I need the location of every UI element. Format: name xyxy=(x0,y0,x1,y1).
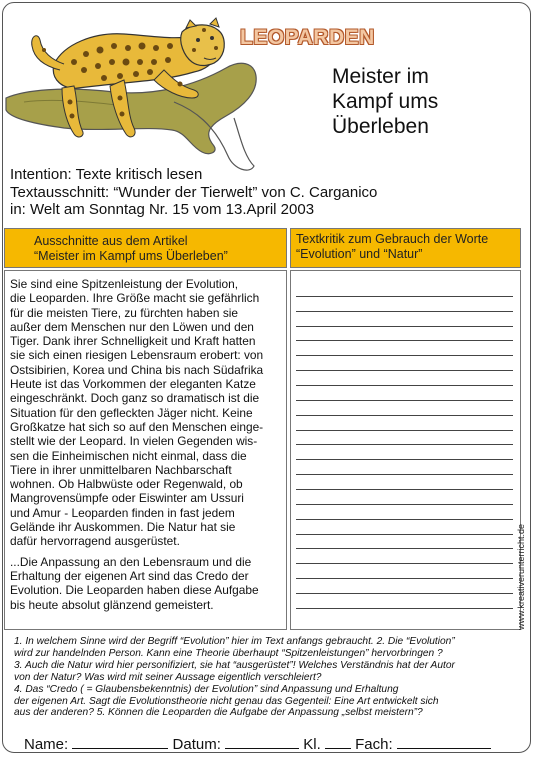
article-line: Tiger. Dank ihrer Schnelligkeit und Kraft hatten xyxy=(10,334,256,349)
writing-line[interactable] xyxy=(296,505,513,520)
article-line: Tiere in ihrer unmittelbaren Nachbarschaft xyxy=(10,462,232,477)
subtitle-line: Überleben xyxy=(332,115,429,138)
question-line: 3. Auch die Natur wird hier personifiziert, sie hat “ausgerüstet”! Welches Verständnis hat der Autor xyxy=(14,659,455,671)
article-line: Evolution. Die Leoparden haben diese Aufgabe xyxy=(10,583,259,598)
worksheet-subtitle xyxy=(332,64,522,139)
article-line: Mangrovensümpfe oder Eiswinter am Ussuri xyxy=(10,491,244,506)
article-line: dafür hervorragend ausgerüstet. xyxy=(10,534,180,549)
writing-line[interactable] xyxy=(296,312,513,327)
article-line: die Leoparden. Ihre Größe macht sie gefährlich xyxy=(10,291,260,306)
writing-line[interactable] xyxy=(296,416,513,431)
article-line: für die meisten Tiere, zu fürchten haben sie xyxy=(10,305,239,320)
source-text: in: Welt am Sonntag Nr. 15 vom 13.April 2003 xyxy=(10,201,315,218)
class-label: Kl. xyxy=(303,736,321,753)
writing-line[interactable] xyxy=(296,460,513,475)
questions-block xyxy=(14,636,529,719)
article-line: Gelände ihr Auskommen. Die Natur hat sie xyxy=(10,520,236,535)
writing-line[interactable] xyxy=(296,371,513,386)
writing-line[interactable] xyxy=(296,520,513,535)
excerpt-text: Textausschnitt: “Wunder der Tierwelt” von C. Carganico xyxy=(10,183,378,201)
writing-line[interactable] xyxy=(296,386,513,401)
writing-line[interactable] xyxy=(296,475,513,490)
question-line: aus der anderen? 5. Können die Leoparden die Aufgabe der Anpassung „selbst meistern”? xyxy=(14,707,423,719)
subtitle-line: Kampf ums xyxy=(332,90,439,113)
worksheet-title: LEOPARDEN xyxy=(240,26,375,49)
subject-label: Fach: xyxy=(355,736,393,753)
article-line: Großkatze hat sich so auf den Menschen einge- xyxy=(10,419,264,434)
header-line: “Meister im Kampf ums Überleben” xyxy=(34,249,228,263)
article-line: wohnen. Ob Halbwüste oder Regenwald, ob xyxy=(10,477,243,492)
subject-field[interactable] xyxy=(397,734,491,749)
class-field[interactable] xyxy=(325,734,351,749)
writing-line[interactable] xyxy=(296,431,513,446)
writing-line[interactable] xyxy=(296,282,513,297)
article-line: außer dem Menschen nur den Löwen und den xyxy=(10,319,254,334)
footer-fields xyxy=(24,734,491,753)
writing-line[interactable] xyxy=(296,579,513,594)
article-line: sen die Einheimischen nicht einmal, dass die xyxy=(10,448,247,463)
question-line: der eigenen Art. Sagt die Evolutionstheorie nicht genau das Gegenteil: Eine Art entwickelt sich xyxy=(14,695,439,707)
question-line: 1. In welchem Sinne wird der Begriff “Evolution” hier im Text anfangs gebraucht. 2. Die “Evolution” xyxy=(14,636,455,647)
date-field[interactable] xyxy=(225,734,299,749)
writing-line[interactable] xyxy=(296,594,513,609)
article-text xyxy=(10,277,286,618)
critique-column-header xyxy=(290,228,521,268)
article-line: Heute ist das Vorkommen der eleganten Katze xyxy=(10,377,256,392)
writing-line[interactable] xyxy=(296,341,513,356)
writing-line[interactable] xyxy=(296,327,513,342)
writing-line[interactable] xyxy=(296,549,513,564)
leopard-on-branch-illustration xyxy=(4,6,262,178)
date-label: Datum: xyxy=(172,736,221,753)
article-column-header xyxy=(4,228,287,268)
article-line: Situation für den gefleckten Jäger nicht. Keine xyxy=(10,405,253,420)
header-line: Ausschnitte aus dem Artikel xyxy=(34,234,188,248)
article-line: sie sich einen riesigen Lebensraum erobert: von xyxy=(10,348,264,363)
article-line: Sie sind eine Spitzenleistung der Evolution, xyxy=(10,277,239,291)
article-line: eingeschränkt. Doch ganz so dramatisch ist die xyxy=(10,391,260,406)
question-line: 4. Das “Credo ( = Glaubensbekenntnis) der Evolution” sind Anpassung und Erhaltung xyxy=(14,683,399,695)
article-line: und Amur - Leoparden finden in fast jedem xyxy=(10,505,235,520)
writing-line[interactable] xyxy=(296,490,513,505)
question-line: von der Natur? Was wird mit seiner Aussage eigentlich verschleiert? xyxy=(14,671,322,683)
article-paragraph xyxy=(10,555,286,612)
article-line: bis heute absolut glänzend gemeistert. xyxy=(10,597,214,612)
intro-block xyxy=(10,166,377,219)
writing-line[interactable] xyxy=(296,356,513,371)
name-label: Name: xyxy=(24,736,69,753)
writing-line[interactable] xyxy=(296,564,513,579)
article-paragraph xyxy=(10,277,286,549)
writing-line[interactable] xyxy=(296,297,513,312)
name-field[interactable] xyxy=(72,734,168,749)
question-line: wird zur handelnden Person. Kann eine Theorie überhaupt “Spitzenleistungen” hervorbringen ? xyxy=(14,647,443,659)
subtitle-line: Meister im xyxy=(332,65,429,88)
header-line: “Evolution” und “Natur” xyxy=(296,247,423,261)
writing-line[interactable] xyxy=(296,445,513,460)
writing-lines-area[interactable] xyxy=(296,282,513,609)
intention-text: Intention: Texte kritisch lesen xyxy=(10,166,203,183)
article-line: Ostsibirien, Korea und China bis nach Südafrika xyxy=(10,362,264,377)
writing-line[interactable] xyxy=(296,535,513,550)
article-line: ...Die Anpassung an den Lebensraum und die xyxy=(10,554,252,569)
website-watermark: www.kreativerunterricht.de xyxy=(516,523,526,630)
writing-line[interactable] xyxy=(296,401,513,416)
article-line: stellt wie der Leopard. In vielen Gegenden wis- xyxy=(10,434,258,449)
article-line: Erhaltung der eigenen Art sind das Credo der xyxy=(10,568,249,583)
header-line: Textkritik zum Gebrauch der Worte xyxy=(296,232,489,246)
